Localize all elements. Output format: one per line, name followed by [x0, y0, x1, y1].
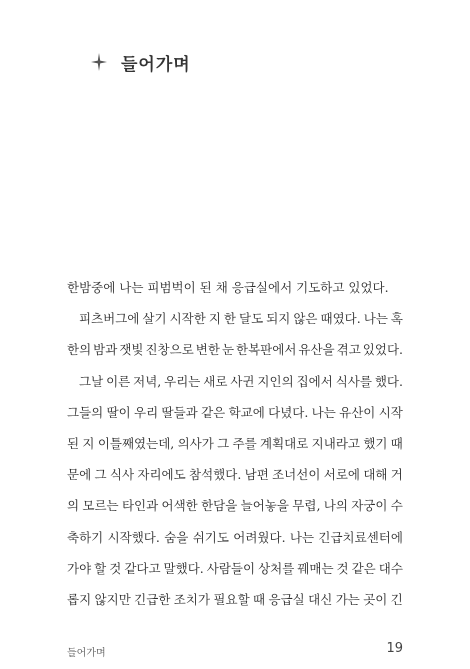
- word: 우리: [134, 404, 159, 420]
- word: 긴급치료센터에: [318, 529, 403, 545]
- text-line: [67, 428, 403, 459]
- word: 조너선이: [272, 467, 321, 483]
- word: 유산을: [298, 342, 335, 358]
- word: 우리는: [164, 373, 201, 389]
- word: 타인과: [121, 498, 159, 514]
- word: 숨을: [164, 529, 189, 545]
- text-line: [67, 459, 403, 490]
- word: 말했다.: [163, 560, 204, 576]
- text-line: [67, 366, 403, 397]
- word: 그: [217, 435, 230, 451]
- word: 응급실: [268, 591, 305, 607]
- word: 롭지: [67, 591, 92, 607]
- word: 할: [94, 560, 107, 576]
- four-point-star-icon: [91, 53, 107, 71]
- word: 살기: [142, 311, 167, 327]
- word: 무렵,: [292, 498, 321, 514]
- word: 나는: [289, 529, 315, 545]
- word: 거: [390, 467, 403, 483]
- word: 대해: [363, 467, 388, 483]
- word: 겪고: [336, 342, 361, 358]
- text-line: [67, 334, 403, 365]
- word: 의사가: [177, 435, 214, 451]
- word: 축하기: [67, 529, 104, 545]
- chapter-header: [91, 49, 191, 75]
- word: 계획대로: [260, 435, 309, 451]
- word: 어려웠다.: [233, 529, 286, 545]
- word: 딸이: [106, 404, 131, 420]
- word: 때: [253, 591, 266, 607]
- word: 긴급한: [134, 591, 171, 607]
- word: 때였다.: [320, 311, 361, 327]
- word: 나의: [323, 498, 348, 514]
- word: 필요할: [213, 591, 250, 607]
- word: 새로: [203, 373, 228, 389]
- word: 자리에도: [137, 467, 186, 483]
- word: 조치가: [173, 591, 211, 607]
- word: 이틀째였는데,: [97, 435, 175, 451]
- word: 곳이: [363, 591, 388, 607]
- word: 늘어놓을: [240, 498, 289, 514]
- word: 사람들이: [206, 560, 256, 576]
- word: 지: [82, 435, 95, 451]
- word: 된: [67, 435, 80, 451]
- word: 피츠버그에: [79, 311, 140, 327]
- word: 한담을: [201, 498, 238, 514]
- word: 있었다.: [362, 342, 403, 358]
- word: 나는: [311, 404, 336, 420]
- word: 유산이: [339, 404, 376, 420]
- text-line: [67, 553, 403, 584]
- word: 참석했다.: [189, 467, 242, 483]
- word: 지내라고: [311, 435, 360, 451]
- word: 가는: [335, 591, 360, 607]
- word: 나는: [363, 311, 388, 327]
- word: 시작했다.: [107, 529, 160, 545]
- word: 주를: [232, 435, 257, 451]
- word: 남편: [244, 467, 269, 483]
- word: 의: [67, 498, 80, 514]
- text-line: [67, 490, 403, 521]
- body-text: [67, 272, 403, 615]
- word: 서로에: [323, 467, 360, 483]
- word: 혹: [390, 311, 403, 327]
- word: 가야: [67, 560, 92, 576]
- word: 꿰매는: [297, 560, 334, 576]
- word: 수: [390, 498, 403, 514]
- word: 대신: [308, 591, 333, 607]
- word: 지: [208, 311, 221, 327]
- word: 잿빛: [119, 342, 144, 358]
- text-line: [67, 584, 403, 615]
- word: 사귄: [230, 373, 255, 389]
- word: 시작한: [169, 311, 206, 327]
- word: 한의: [67, 342, 92, 358]
- word: 한: [223, 311, 236, 327]
- word: 눈: [221, 342, 235, 358]
- word: 한복판에서: [236, 342, 297, 358]
- word: 시작: [378, 404, 403, 420]
- word: 다녔다.: [268, 404, 309, 420]
- word: 식사를: [335, 373, 372, 389]
- word: 않지만: [94, 591, 131, 607]
- word: 문에: [67, 467, 92, 483]
- word: 진창으로: [145, 342, 194, 358]
- page-number: 19: [386, 641, 403, 656]
- word: 그들의: [67, 404, 104, 420]
- word: 달도: [239, 311, 264, 327]
- word: 자궁이: [351, 498, 388, 514]
- running-footer-title: 들어가며: [67, 648, 106, 659]
- word: 그: [94, 467, 107, 483]
- word: 긴: [390, 591, 403, 607]
- word: 같은: [201, 404, 226, 420]
- text-line: [67, 522, 403, 553]
- word: 것: [109, 560, 122, 576]
- word: 모르는: [82, 498, 119, 514]
- word: 않은: [293, 311, 318, 327]
- word: 그날: [79, 373, 104, 389]
- text-line: [67, 303, 403, 334]
- word: 했다.: [374, 373, 403, 389]
- text-line: [67, 397, 403, 428]
- word: 학교에: [228, 404, 265, 420]
- word: 되지: [266, 311, 291, 327]
- chapter-title: 들어가며: [121, 54, 191, 75]
- word: 밤과: [93, 342, 118, 358]
- word: 어색한: [161, 498, 198, 514]
- word: 변한: [195, 342, 220, 358]
- word: 저녁,: [133, 373, 162, 389]
- word: 때: [390, 435, 403, 451]
- word: 딸들과: [161, 404, 198, 420]
- word: 같다고: [124, 560, 161, 576]
- word: 했기: [363, 435, 388, 451]
- word: 상처를: [258, 560, 295, 576]
- word: 지인의: [257, 373, 294, 389]
- word: 이른: [106, 373, 131, 389]
- word: 식사: [109, 467, 135, 483]
- word: 대수: [378, 560, 403, 576]
- word: 쉬기도: [192, 529, 229, 545]
- text-line: 한밤중에 나는 피범벅이 된 채 응급실에서 기도하고 있었다.: [67, 280, 389, 295]
- word: 것: [336, 560, 349, 576]
- word: 집에서: [296, 373, 333, 389]
- word: 같은: [351, 560, 376, 576]
